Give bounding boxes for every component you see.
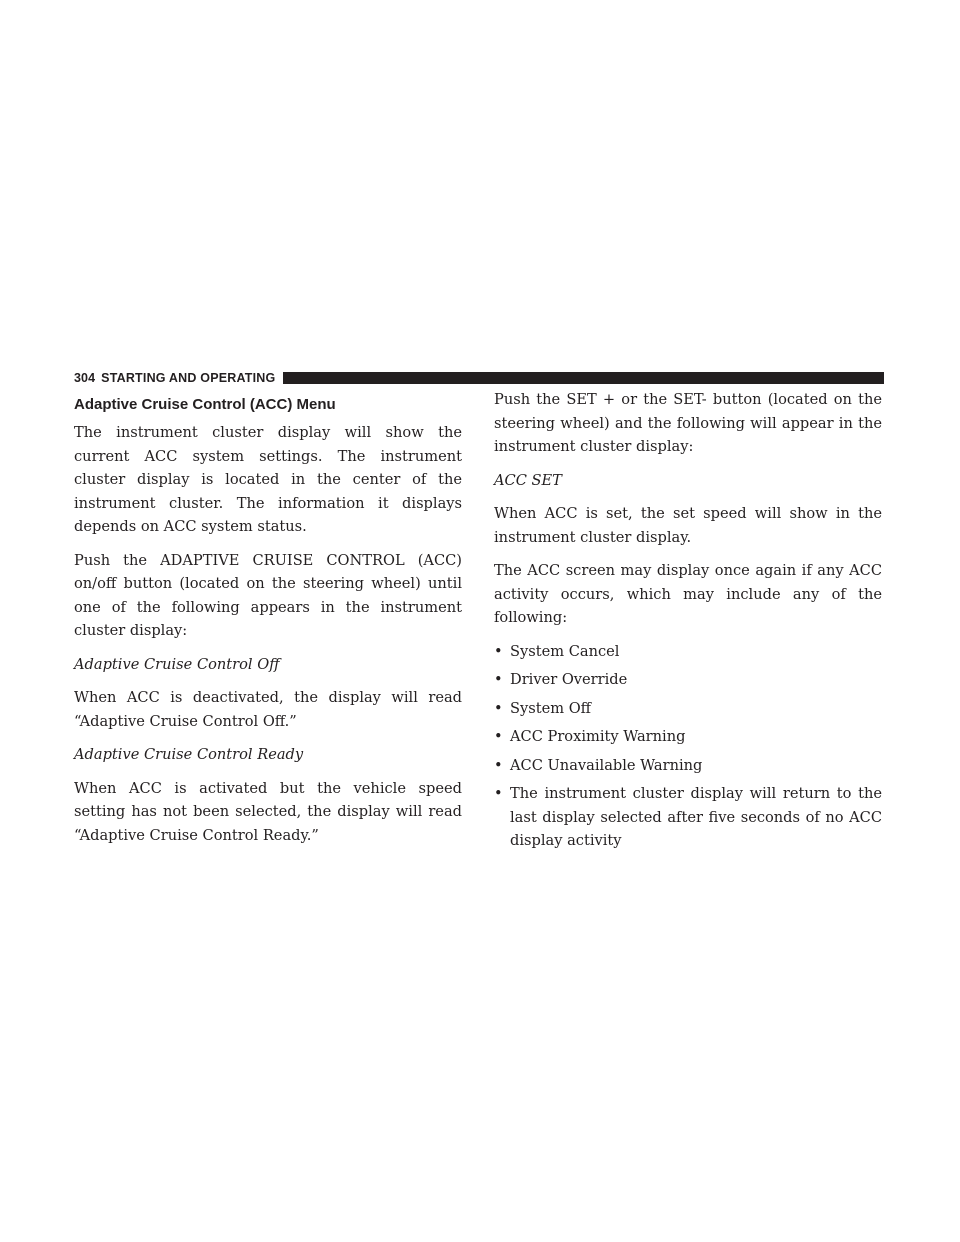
right-column <box>494 388 882 858</box>
list-item-text: System Cancel <box>510 642 620 660</box>
acc-ready-paragraph: When ACC is activated but the vehicle speed setting has not been selected, the display will read “Adaptive Cruise Control Ready.” <box>74 779 462 844</box>
acc-off-paragraph: When ACC is deactivated, the display will read “Adaptive Cruise Control Off.” <box>74 689 462 730</box>
header-rule <box>283 372 884 384</box>
bullet-icon: • <box>494 642 503 660</box>
intro-paragraph: The instrument cluster display will show the current ACC system settings. The instrument cluster display is located in the center of the instrument cluster. The information it displays depends on ACC system status. <box>74 424 462 535</box>
bullet-icon: • <box>494 756 503 774</box>
section-title: STARTING AND OPERATING <box>101 371 276 385</box>
acc-activity-paragraph: The ACC screen may display once again if any ACC activity occurs, which may include any of the following: <box>494 562 882 626</box>
acc-set-paragraph: When ACC is set, the set speed will show in the instrument cluster display. <box>494 505 882 546</box>
list-item <box>494 725 882 749</box>
list-item <box>494 754 882 778</box>
bullet-icon: • <box>494 699 503 717</box>
list-item <box>494 668 882 692</box>
bullet-icon: • <box>494 671 503 688</box>
set-button-paragraph: Push the SET + or the SET- button (located on the steering wheel) and the following will appear in the instrument cluster display: <box>494 391 882 455</box>
bullet-icon: • <box>494 785 503 802</box>
activity-list <box>494 640 882 853</box>
push-button-paragraph: Push the ADAPTIVE CRUISE CONTROL (ACC) on/off button (located on the steering wheel) until one of the following appears in the instrument cluster display: <box>74 551 462 639</box>
section-heading: Adaptive Cruise Control (ACC) Menu <box>74 396 336 413</box>
bullet-icon: • <box>494 728 503 745</box>
list-item <box>494 640 882 664</box>
subheading-acc-set: ACC SET <box>494 471 562 489</box>
subheading-acc-off: Adaptive Cruise Control Off <box>74 655 280 673</box>
list-item <box>494 697 882 721</box>
page-number: 304 <box>74 371 96 385</box>
list-item-text: The instrument cluster display will return to the last display selected after five seconds of no ACC display activity <box>510 785 882 849</box>
list-item-text: Driver Override <box>510 671 628 688</box>
list-item-text: ACC Unavailable Warning <box>510 756 703 774</box>
list-item-text: ACC Proximity Warning <box>510 728 686 745</box>
list-item-text: System Off <box>510 699 592 717</box>
subheading-acc-ready: Adaptive Cruise Control Ready <box>74 746 304 763</box>
page-header <box>74 370 884 386</box>
list-item <box>494 782 882 853</box>
left-column <box>74 395 462 857</box>
